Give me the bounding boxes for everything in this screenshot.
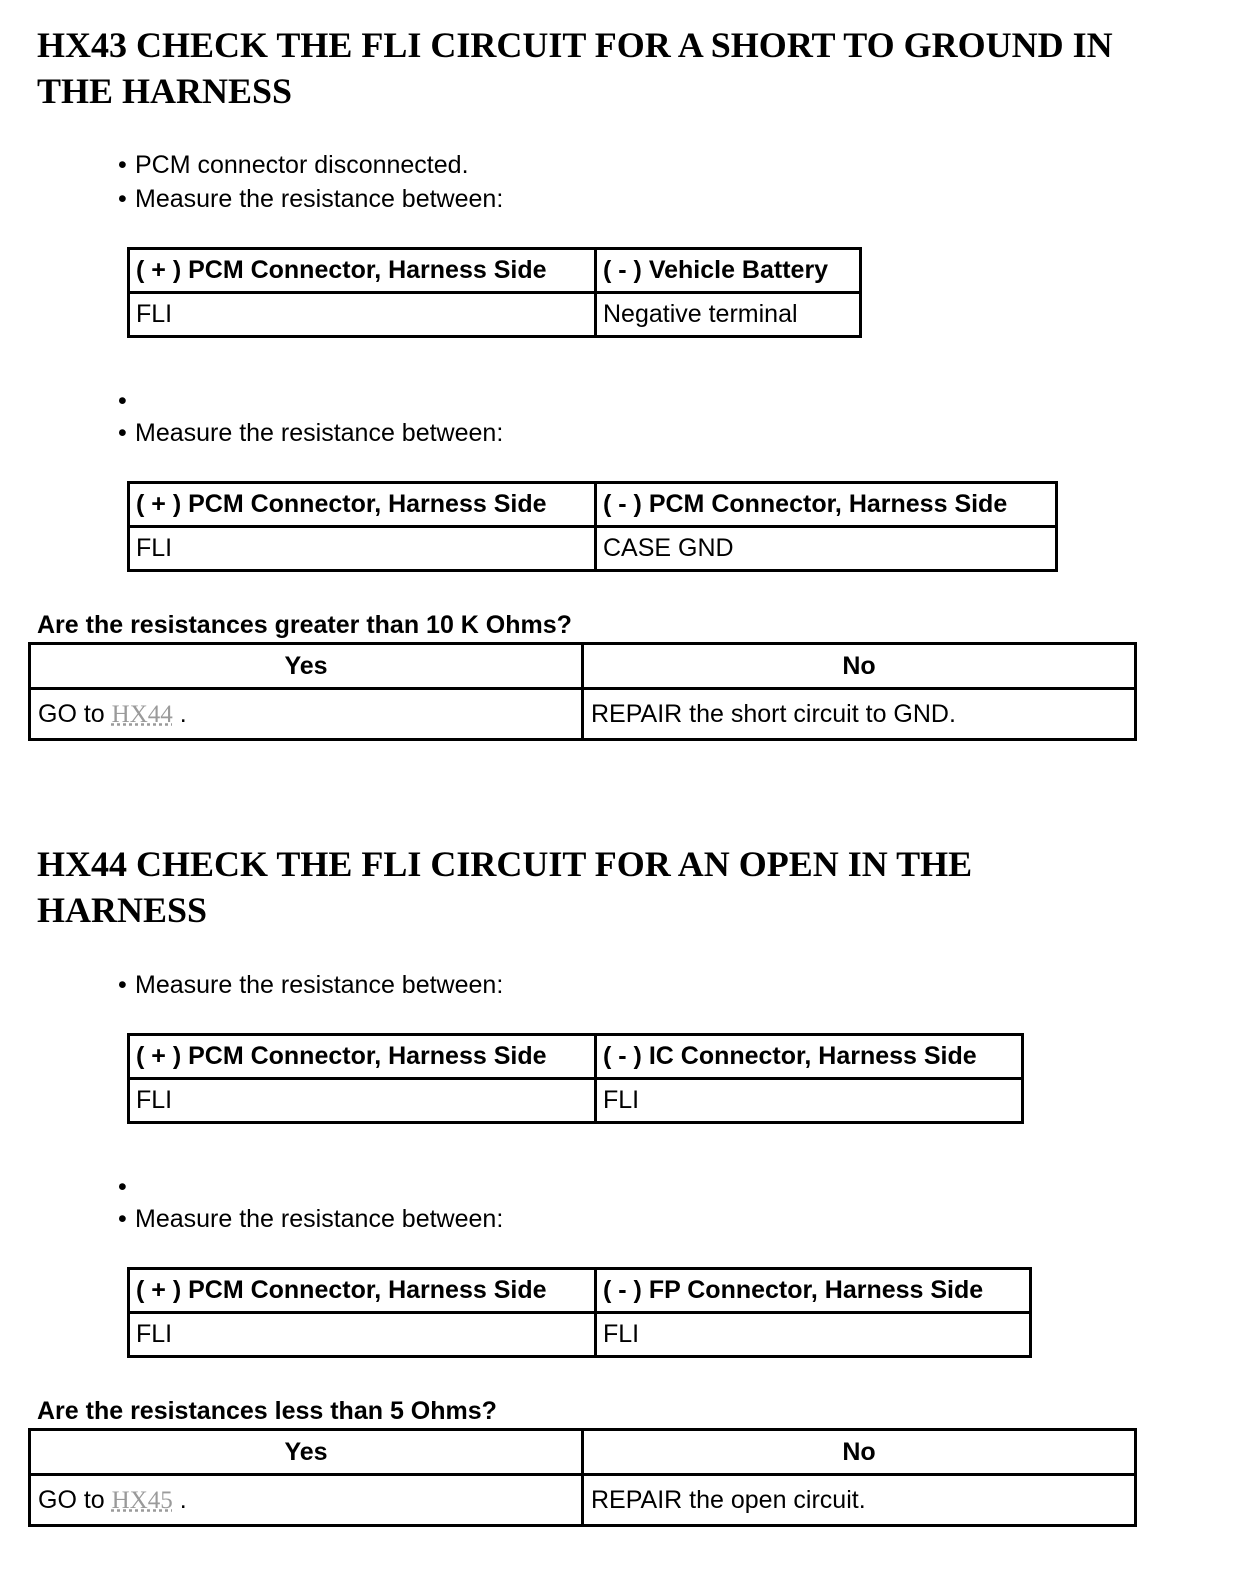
table-header-row — [129, 1269, 1031, 1313]
hx44-measure-table-2 — [127, 1267, 1032, 1358]
bullet-dot: • — [118, 151, 127, 179]
hx43-bullet-1 — [118, 150, 469, 180]
bullet-dot: • — [118, 1205, 127, 1233]
table-header-row — [30, 1430, 1136, 1475]
table-header-row — [129, 1035, 1023, 1079]
hx43-bullet-empty — [118, 386, 135, 416]
hx43-title-line2: THE HARNESS — [37, 71, 293, 111]
hx43-answer-table — [28, 642, 1137, 741]
yes-prefix: GO to — [38, 699, 105, 728]
bullet-dot: • — [118, 387, 127, 415]
table-row — [129, 293, 861, 337]
hx44-measure-table-1 — [127, 1033, 1024, 1124]
table-header-cell: ( - ) Vehicle Battery — [596, 249, 861, 293]
hx44-bullet-1 — [118, 970, 503, 1000]
hx45-link[interactable]: HX45 — [111, 1486, 173, 1514]
yes-suffix: . — [179, 1485, 187, 1514]
no-cell: REPAIR the open circuit. — [583, 1475, 1136, 1526]
table-header-row — [129, 483, 1057, 527]
table-header-cell: ( - ) FP Connector, Harness Side — [596, 1269, 1031, 1313]
table-cell: FLI — [129, 527, 596, 571]
bullet-dot: • — [118, 1173, 127, 1201]
hx44-title — [37, 841, 972, 933]
hx44-bullet-2 — [118, 1204, 503, 1234]
bullet-dot: • — [118, 185, 127, 213]
table-cell: FLI — [129, 1313, 596, 1357]
yes-header: Yes — [30, 1430, 583, 1475]
no-header: No — [583, 644, 1136, 689]
hx44-question: Are the resistances less than 5 Ohms? — [37, 1397, 497, 1425]
bullet-text: PCM connector disconnected. — [135, 151, 469, 179]
yes-cell — [30, 1475, 583, 1526]
bullet-text: Measure the resistance between: — [135, 419, 504, 447]
yes-prefix: GO to — [38, 1485, 105, 1514]
table-cell: Negative terminal — [596, 293, 861, 337]
bullet-dot: • — [118, 419, 127, 447]
hx44-bullet-empty — [118, 1172, 135, 1202]
hx43-question: Are the resistances greater than 10 K Ohms? — [37, 611, 572, 639]
hx44-title-line2: HARNESS — [37, 890, 208, 930]
bullet-dot: • — [118, 971, 127, 999]
table-header-cell: ( + ) PCM Connector, Harness Side — [129, 1269, 596, 1313]
hx43-title — [37, 22, 1113, 114]
table-row — [129, 1079, 1023, 1123]
table-header-cell: ( + ) PCM Connector, Harness Side — [129, 1035, 596, 1079]
table-header-cell: ( + ) PCM Connector, Harness Side — [129, 483, 596, 527]
table-header-row — [30, 644, 1136, 689]
hx43-bullet-3 — [118, 418, 503, 448]
table-row — [30, 689, 1136, 740]
table-header-row — [129, 249, 861, 293]
table-cell: CASE GND — [596, 527, 1057, 571]
table-cell: FLI — [596, 1313, 1031, 1357]
table-row — [129, 1313, 1031, 1357]
table-header-cell: ( + ) PCM Connector, Harness Side — [129, 249, 596, 293]
no-header: No — [583, 1430, 1136, 1475]
hx43-measure-table-2 — [127, 481, 1058, 572]
table-header-cell: ( - ) IC Connector, Harness Side — [596, 1035, 1023, 1079]
table-row — [30, 1475, 1136, 1526]
table-row — [129, 527, 1057, 571]
yes-suffix: . — [179, 699, 187, 728]
hx43-title-line1: HX43 CHECK THE FLI CIRCUIT FOR A SHORT TO GROUND IN — [37, 25, 1113, 65]
no-cell: REPAIR the short circuit to GND. — [583, 689, 1136, 740]
hx44-link[interactable]: HX44 — [111, 700, 173, 728]
table-cell: FLI — [129, 1079, 596, 1123]
yes-cell — [30, 689, 583, 740]
bullet-text: Measure the resistance between: — [135, 185, 504, 213]
hx44-title-line1: HX44 CHECK THE FLI CIRCUIT FOR AN OPEN IN THE — [37, 844, 973, 884]
bullet-text: Measure the resistance between: — [135, 1205, 504, 1233]
table-cell: FLI — [596, 1079, 1023, 1123]
bullet-text: Measure the resistance between: — [135, 971, 504, 999]
hx43-measure-table-1 — [127, 247, 862, 338]
hx44-answer-table — [28, 1428, 1137, 1527]
yes-header: Yes — [30, 644, 583, 689]
hx43-bullet-2 — [118, 184, 503, 214]
table-cell: FLI — [129, 293, 596, 337]
table-header-cell: ( - ) PCM Connector, Harness Side — [596, 483, 1057, 527]
